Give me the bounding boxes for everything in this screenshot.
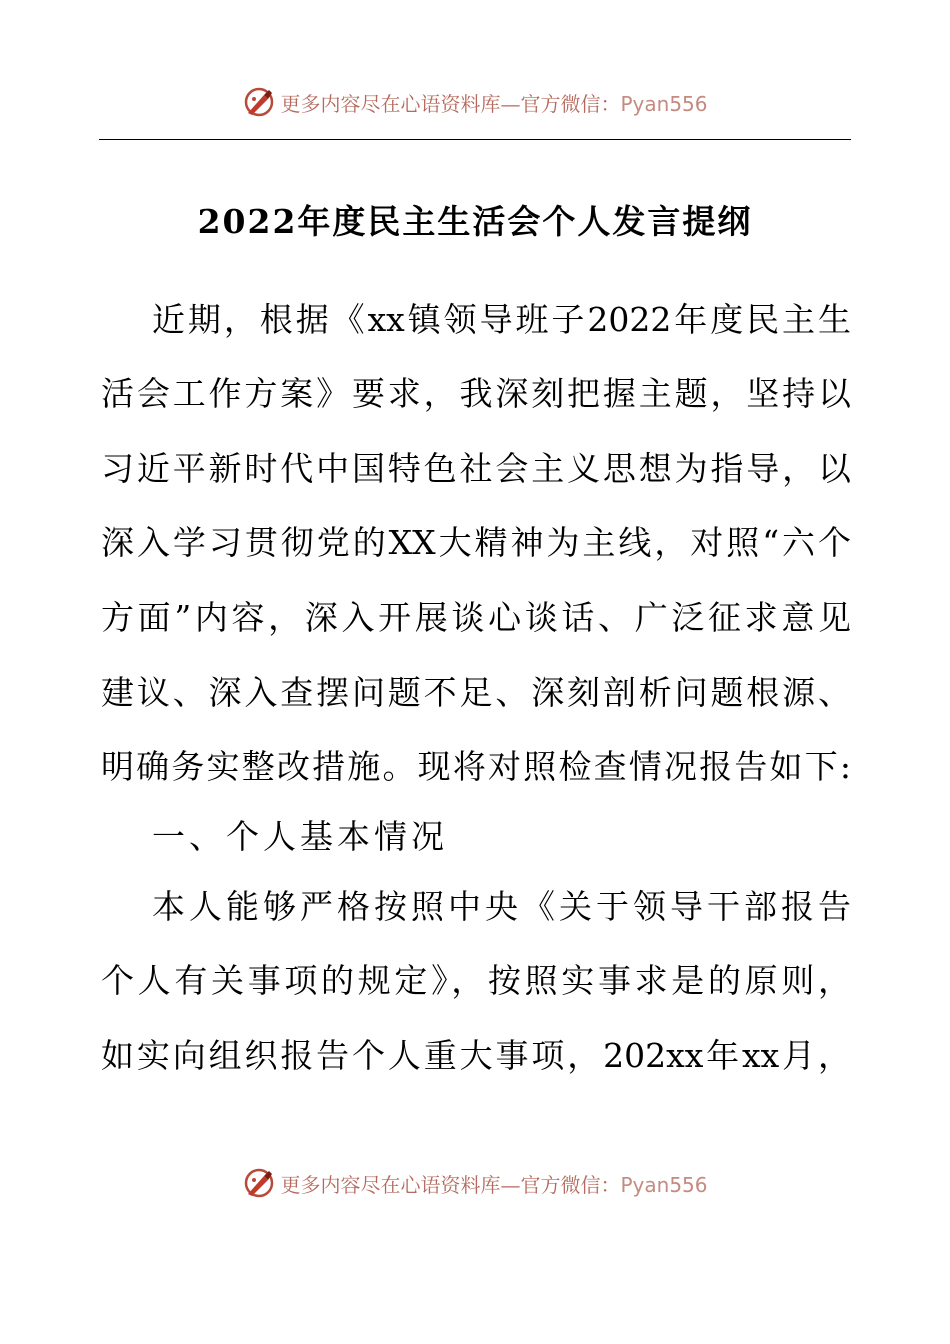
body-line-6: 建议、深入查摆问题不足、深刻剖析问题根源、 [101,673,851,712]
header-divider [99,139,851,140]
body-line-4: 深入学习贯彻党的XX大精神为主线，对照“六个 [101,523,851,562]
header-banner-text: 更多内容尽在心语资料库—官方微信：Pyan556 [280,91,708,116]
pen-logo-icon [242,1166,276,1200]
body-line-10: 个人有关事项的规定》，按照实事求是的原则， [101,961,851,1000]
body-line-3: 习近平新时代中国特色社会主义思想为指导，以 [101,449,851,488]
document-title: 2022年度民主生活会个人发言提纲 [197,202,753,241]
body-line-5: 方面”内容，深入开展谈心谈话、广泛征求意见 [101,598,851,637]
body-line-11: 如实向组织报告个人重大事项，202xx年xx月， [101,1036,851,1075]
footer-watermark-banner [0,1163,950,1203]
body-line-2: 活会工作方案》要求，我深刻把握主题，坚持以 [101,374,851,413]
footer-wechat-id: Pyan556 [620,1172,708,1197]
body-line-1: 近期，根据《xx镇领导班子2022年度民主生 [152,300,851,339]
header-watermark-banner [0,82,950,122]
pen-logo-icon [242,85,276,119]
section-heading: 一、个人基本情况 [152,817,448,856]
footer-banner-text: 更多内容尽在心语资料库—官方微信：Pyan556 [280,1172,708,1197]
header-wechat-id: Pyan556 [620,91,708,116]
body-line-7: 明确务实整改措施。现将对照检查情况报告如下: [101,747,851,786]
body-line-9: 本人能够严格按照中央《关于领导干部报告 [152,887,851,926]
